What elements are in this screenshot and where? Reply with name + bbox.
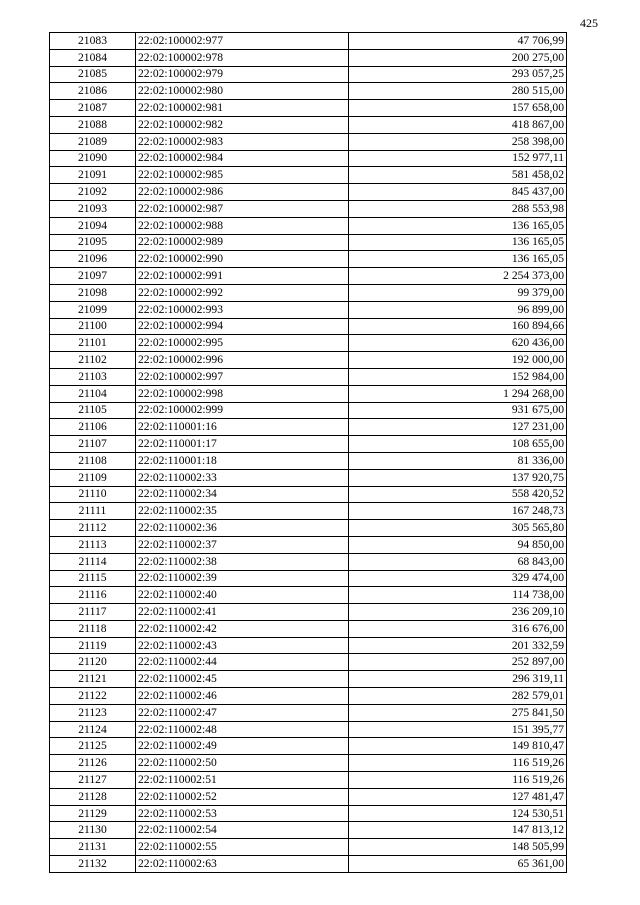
row-number-cell: 21113 (50, 536, 136, 553)
cadastral-value-cell: 305 565,80 (349, 520, 567, 537)
cadastral-number-cell: 22:02:100002:997 (136, 368, 349, 385)
cadastral-number-cell: 22:02:100002:978 (136, 49, 349, 66)
table-row (50, 116, 567, 133)
table-row (50, 83, 567, 100)
cadastral-value-cell: 160 894,66 (349, 318, 567, 335)
table-row (50, 688, 567, 705)
cadastral-number-cell: 22:02:100002:995 (136, 335, 349, 352)
cadastral-number-cell: 22:02:100002:993 (136, 301, 349, 318)
cadastral-number-cell: 22:02:110002:53 (136, 805, 349, 822)
cadastral-number-cell: 22:02:100002:998 (136, 385, 349, 402)
table-row (50, 251, 567, 268)
table-row (50, 520, 567, 537)
row-number-cell: 21084 (50, 49, 136, 66)
cadastral-value-cell: 99 379,00 (349, 284, 567, 301)
table-row (50, 486, 567, 503)
table-row (50, 570, 567, 587)
row-number-cell: 21087 (50, 100, 136, 117)
cadastral-number-cell: 22:02:100002:982 (136, 116, 349, 133)
cadastral-number-cell: 22:02:110001:18 (136, 452, 349, 469)
cadastral-number-cell: 22:02:110002:63 (136, 856, 349, 873)
cadastral-number-cell: 22:02:110002:50 (136, 755, 349, 772)
table-row (50, 503, 567, 520)
table-row (50, 637, 567, 654)
cadastral-number-cell: 22:02:110002:38 (136, 553, 349, 570)
row-number-cell: 21109 (50, 469, 136, 486)
row-number-cell: 21127 (50, 772, 136, 789)
table-row (50, 184, 567, 201)
row-number-cell: 21131 (50, 839, 136, 856)
cadastral-number-cell: 22:02:100002:977 (136, 33, 349, 50)
cadastral-value-cell: 275 841,50 (349, 704, 567, 721)
cadastral-value-cell: 157 658,00 (349, 100, 567, 117)
cadastral-number-cell: 22:02:100002:987 (136, 200, 349, 217)
table-row (50, 100, 567, 117)
cadastral-number-cell: 22:02:110002:46 (136, 688, 349, 705)
cadastral-number-cell: 22:02:110002:36 (136, 520, 349, 537)
row-number-cell: 21125 (50, 738, 136, 755)
cadastral-value-cell: 127 481,47 (349, 788, 567, 805)
cadastral-value-table (49, 32, 567, 873)
row-number-cell: 21101 (50, 335, 136, 352)
table-row (50, 49, 567, 66)
cadastral-value-cell: 47 706,99 (349, 33, 567, 50)
row-number-cell: 21097 (50, 268, 136, 285)
cadastral-number-cell: 22:02:100002:992 (136, 284, 349, 301)
cadastral-number-cell: 22:02:110002:40 (136, 587, 349, 604)
table-row (50, 553, 567, 570)
cadastral-number-cell: 22:02:110001:16 (136, 419, 349, 436)
cadastral-value-cell: 81 336,00 (349, 452, 567, 469)
cadastral-value-cell: 845 437,00 (349, 184, 567, 201)
cadastral-number-cell: 22:02:100002:999 (136, 402, 349, 419)
cadastral-number-cell: 22:02:110002:44 (136, 654, 349, 671)
row-number-cell: 21122 (50, 688, 136, 705)
row-number-cell: 21129 (50, 805, 136, 822)
cadastral-number-cell: 22:02:100002:989 (136, 234, 349, 251)
table-row (50, 604, 567, 621)
table-row (50, 704, 567, 721)
table-row (50, 284, 567, 301)
row-number-cell: 21086 (50, 83, 136, 100)
table-row (50, 402, 567, 419)
cadastral-value-cell: 137 920,75 (349, 469, 567, 486)
cadastral-value-cell: 288 553,98 (349, 200, 567, 217)
row-number-cell: 21083 (50, 33, 136, 50)
cadastral-value-cell: 149 810,47 (349, 738, 567, 755)
row-number-cell: 21114 (50, 553, 136, 570)
row-number-cell: 21090 (50, 150, 136, 167)
cadastral-value-cell: 293 057,25 (349, 66, 567, 83)
table-row (50, 150, 567, 167)
row-number-cell: 21092 (50, 184, 136, 201)
cadastral-value-cell: 931 675,00 (349, 402, 567, 419)
row-number-cell: 21111 (50, 503, 136, 520)
table-row (50, 33, 567, 50)
cadastral-number-cell: 22:02:110002:48 (136, 721, 349, 738)
cadastral-number-cell: 22:02:110002:43 (136, 637, 349, 654)
row-number-cell: 21098 (50, 284, 136, 301)
row-number-cell: 21105 (50, 402, 136, 419)
cadastral-number-cell: 22:02:110002:49 (136, 738, 349, 755)
cadastral-value-cell: 418 867,00 (349, 116, 567, 133)
cadastral-value-cell: 136 165,05 (349, 234, 567, 251)
row-number-cell: 21100 (50, 318, 136, 335)
cadastral-number-cell: 22:02:100002:983 (136, 133, 349, 150)
row-number-cell: 21088 (50, 116, 136, 133)
cadastral-value-cell: 108 655,00 (349, 436, 567, 453)
row-number-cell: 21130 (50, 822, 136, 839)
row-number-cell: 21106 (50, 419, 136, 436)
cadastral-value-cell: 94 850,00 (349, 536, 567, 553)
cadastral-number-cell: 22:02:110002:35 (136, 503, 349, 520)
cadastral-number-cell: 22:02:100002:981 (136, 100, 349, 117)
row-number-cell: 21099 (50, 301, 136, 318)
table-row (50, 268, 567, 285)
cadastral-value-cell: 151 395,77 (349, 721, 567, 738)
cadastral-value-cell: 1 294 268,00 (349, 385, 567, 402)
row-number-cell: 21095 (50, 234, 136, 251)
table-row (50, 856, 567, 873)
cadastral-value-cell: 620 436,00 (349, 335, 567, 352)
cadastral-value-cell: 148 505,99 (349, 839, 567, 856)
row-number-cell: 21121 (50, 671, 136, 688)
cadastral-number-cell: 22:02:110002:45 (136, 671, 349, 688)
row-number-cell: 21094 (50, 217, 136, 234)
cadastral-value-cell: 2 254 373,00 (349, 268, 567, 285)
row-number-cell: 21093 (50, 200, 136, 217)
cadastral-value-cell: 282 579,01 (349, 688, 567, 705)
cadastral-number-cell: 22:02:110002:51 (136, 772, 349, 789)
cadastral-value-cell: 167 248,73 (349, 503, 567, 520)
row-number-cell: 21126 (50, 755, 136, 772)
cadastral-value-cell: 200 275,00 (349, 49, 567, 66)
cadastral-value-cell: 280 515,00 (349, 83, 567, 100)
table-row (50, 419, 567, 436)
cadastral-number-cell: 22:02:100002:985 (136, 167, 349, 184)
row-number-cell: 21128 (50, 788, 136, 805)
table-row (50, 671, 567, 688)
table-row (50, 469, 567, 486)
cadastral-value-cell: 96 899,00 (349, 301, 567, 318)
row-number-cell: 21132 (50, 856, 136, 873)
cadastral-value-cell: 116 519,26 (349, 755, 567, 772)
cadastral-value-cell: 127 231,00 (349, 419, 567, 436)
table-row (50, 721, 567, 738)
cadastral-number-cell: 22:02:100002:990 (136, 251, 349, 268)
page-number: 425 (580, 16, 598, 30)
table-row (50, 620, 567, 637)
cadastral-value-cell: 558 420,52 (349, 486, 567, 503)
cadastral-value-cell: 124 530,51 (349, 805, 567, 822)
cadastral-value-cell: 236 209,10 (349, 604, 567, 621)
row-number-cell: 21091 (50, 167, 136, 184)
table-row (50, 822, 567, 839)
row-number-cell: 21096 (50, 251, 136, 268)
cadastral-value-cell: 136 165,05 (349, 251, 567, 268)
cadastral-number-cell: 22:02:100002:994 (136, 318, 349, 335)
cadastral-value-cell: 114 738,00 (349, 587, 567, 604)
cadastral-value-cell: 192 000,00 (349, 352, 567, 369)
row-number-cell: 21120 (50, 654, 136, 671)
cadastral-number-cell: 22:02:110002:47 (136, 704, 349, 721)
row-number-cell: 21123 (50, 704, 136, 721)
table-row (50, 200, 567, 217)
cadastral-number-cell: 22:02:110002:42 (136, 620, 349, 637)
table-row (50, 654, 567, 671)
table-row (50, 536, 567, 553)
cadastral-number-cell: 22:02:110002:52 (136, 788, 349, 805)
row-number-cell: 21085 (50, 66, 136, 83)
table-row (50, 385, 567, 402)
cadastral-value-cell: 152 984,00 (349, 368, 567, 385)
table-row (50, 167, 567, 184)
cadastral-number-cell: 22:02:100002:991 (136, 268, 349, 285)
cadastral-value-cell: 116 519,26 (349, 772, 567, 789)
row-number-cell: 21119 (50, 637, 136, 654)
cadastral-number-cell: 22:02:110002:33 (136, 469, 349, 486)
table-row (50, 436, 567, 453)
table-row (50, 368, 567, 385)
row-number-cell: 21117 (50, 604, 136, 621)
row-number-cell: 21107 (50, 436, 136, 453)
cadastral-value-cell: 201 332,59 (349, 637, 567, 654)
cadastral-number-cell: 22:02:110001:17 (136, 436, 349, 453)
cadastral-number-cell: 22:02:100002:979 (136, 66, 349, 83)
row-number-cell: 21103 (50, 368, 136, 385)
table-row (50, 738, 567, 755)
cadastral-value-cell: 152 977,11 (349, 150, 567, 167)
row-number-cell: 21102 (50, 352, 136, 369)
table-row (50, 133, 567, 150)
table-row (50, 301, 567, 318)
table-row (50, 352, 567, 369)
row-number-cell: 21115 (50, 570, 136, 587)
cadastral-number-cell: 22:02:110002:37 (136, 536, 349, 553)
cadastral-value-cell: 65 361,00 (349, 856, 567, 873)
cadastral-number-cell: 22:02:100002:986 (136, 184, 349, 201)
cadastral-value-cell: 147 813,12 (349, 822, 567, 839)
table-row (50, 66, 567, 83)
table-row (50, 318, 567, 335)
cadastral-value-cell: 581 458,02 (349, 167, 567, 184)
table-row (50, 587, 567, 604)
cadastral-value-cell: 316 676,00 (349, 620, 567, 637)
row-number-cell: 21108 (50, 452, 136, 469)
cadastral-number-cell: 22:02:110002:39 (136, 570, 349, 587)
cadastral-number-cell: 22:02:100002:996 (136, 352, 349, 369)
cadastral-number-cell: 22:02:110002:55 (136, 839, 349, 856)
cadastral-value-cell: 252 897,00 (349, 654, 567, 671)
table-row (50, 452, 567, 469)
row-number-cell: 21104 (50, 385, 136, 402)
row-number-cell: 21116 (50, 587, 136, 604)
row-number-cell: 21110 (50, 486, 136, 503)
table-body (50, 33, 567, 873)
cadastral-value-cell: 329 474,00 (349, 570, 567, 587)
row-number-cell: 21112 (50, 520, 136, 537)
cadastral-number-cell: 22:02:100002:980 (136, 83, 349, 100)
cadastral-number-cell: 22:02:110002:41 (136, 604, 349, 621)
cadastral-value-cell: 258 398,00 (349, 133, 567, 150)
row-number-cell: 21124 (50, 721, 136, 738)
cadastral-value-cell: 136 165,05 (349, 217, 567, 234)
table-row (50, 772, 567, 789)
cadastral-number-cell: 22:02:100002:988 (136, 217, 349, 234)
row-number-cell: 21089 (50, 133, 136, 150)
table-row (50, 335, 567, 352)
cadastral-number-cell: 22:02:110002:54 (136, 822, 349, 839)
row-number-cell: 21118 (50, 620, 136, 637)
cadastral-number-cell: 22:02:110002:34 (136, 486, 349, 503)
table-row (50, 234, 567, 251)
table-row (50, 839, 567, 856)
cadastral-value-cell: 296 319,11 (349, 671, 567, 688)
cadastral-value-cell: 68 843,00 (349, 553, 567, 570)
table-row (50, 217, 567, 234)
table-row (50, 788, 567, 805)
table-row (50, 755, 567, 772)
table-row (50, 805, 567, 822)
cadastral-number-cell: 22:02:100002:984 (136, 150, 349, 167)
